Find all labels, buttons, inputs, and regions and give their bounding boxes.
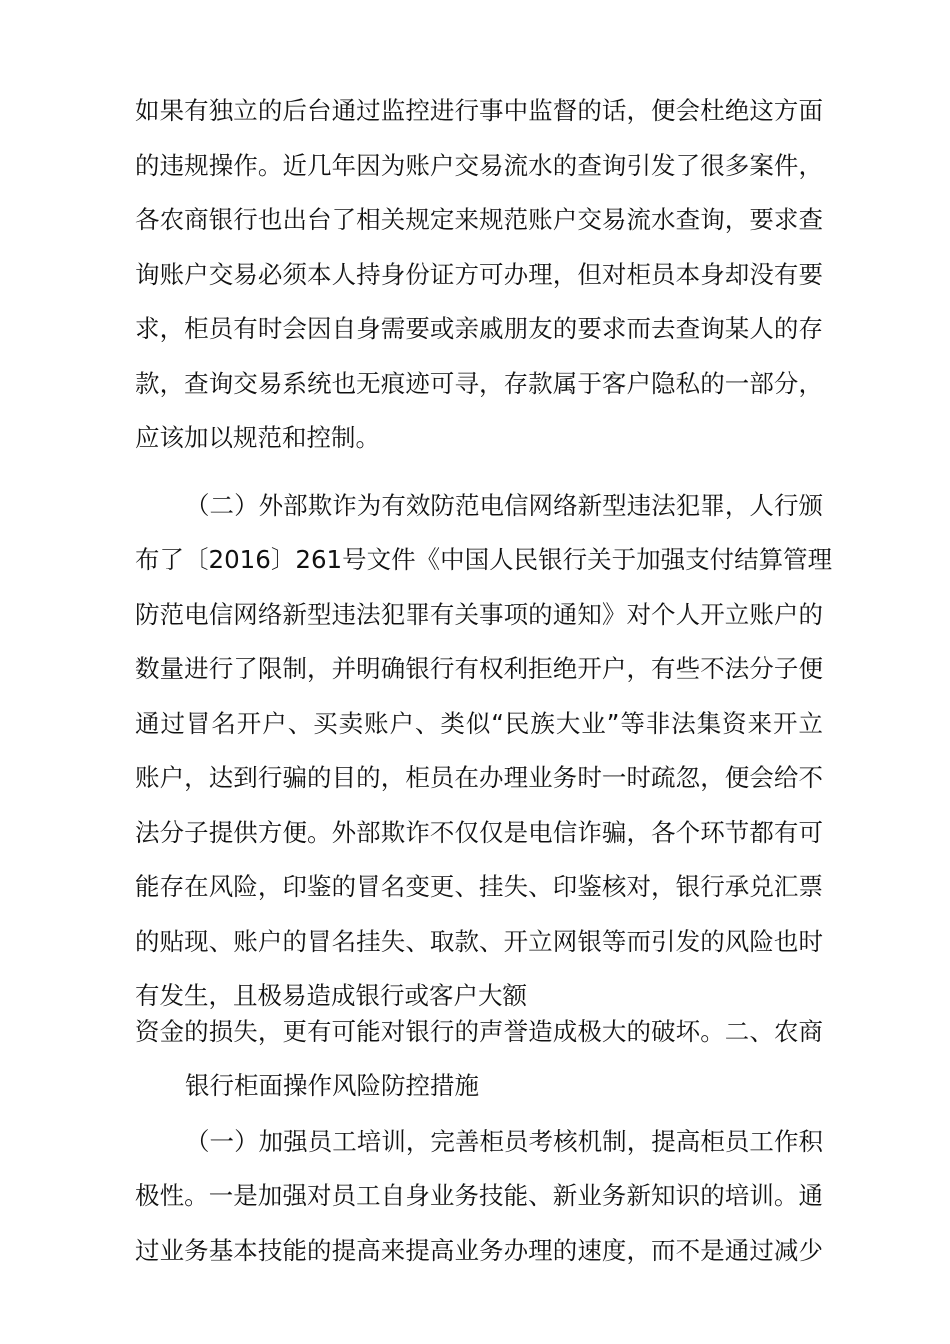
text-line: 账户，达到行骗的目的，柜员在办理业务时一时疏忽，便会给不: [135, 763, 823, 792]
text-line: 极性。一是加强对员工自身业务技能、新业务新知识的培训。通: [135, 1181, 823, 1210]
text-line: 数量进行了限制，并明确银行有权利拒绝开户，有些不法分子便: [135, 654, 823, 683]
text-line: 防范电信网络新型违法犯罪有关事项的通知》对个人开立账户的: [135, 600, 823, 629]
text-line: 如果有独立的后台通过监控进行事中监督的话，便会杜绝这方面: [135, 96, 823, 125]
text-line: 通过冒名开户、买卖账户、类似“民族大业”等非法集资来开立: [135, 709, 823, 738]
text-line: 各农商银行也出台了相关规定来规范账户交易流水查询，要求查: [135, 205, 823, 234]
text-line: 的贴现、账户的冒名挂失、取款、开立网银等而引发的风险也时: [135, 927, 823, 956]
text-line: 法分子提供方便。外部欺诈不仅仅是电信诈骗，各个环节都有可: [135, 818, 823, 847]
text-line: 求，柜员有时会因自身需要或亲戚朋友的要求而去查询某人的存: [135, 314, 823, 343]
text-line: 询账户交易必须本人持身份证方可办理，但对柜员本身却没有要: [135, 260, 823, 289]
text-line: （二）外部欺诈为有效防范电信网络新型违法犯罪，人行颁: [185, 491, 823, 520]
text-line: 布了〔2016〕261号文件《中国人民银行关于加强支付结算管理: [135, 545, 833, 574]
text-line: 过业务基本技能的提高来提高业务办理的速度，而不是通过减少: [135, 1236, 823, 1265]
text-line: 资金的损失，更有可能对银行的声誉造成极大的破坏。二、农商: [135, 1017, 823, 1046]
text-line: （一）加强员工培训，完善柜员考核机制，提高柜员工作积: [185, 1127, 823, 1156]
text-line: 有发生，且极易造成银行或客户大额: [135, 981, 527, 1010]
text-line: 应该加以规范和控制。: [135, 423, 380, 452]
section-heading: 银行柜面操作风险防控措施: [185, 1071, 479, 1100]
text-line: 的违规操作。近几年因为账户交易流水的查询引发了很多案件，: [135, 151, 823, 180]
text-line: 款，查询交易系统也无痕迹可寻，存款属于客户隐私的一部分，: [135, 369, 823, 398]
text-line: 能存在风险，印鉴的冒名变更、挂失、印鉴核对，银行承兑汇票: [135, 872, 823, 901]
